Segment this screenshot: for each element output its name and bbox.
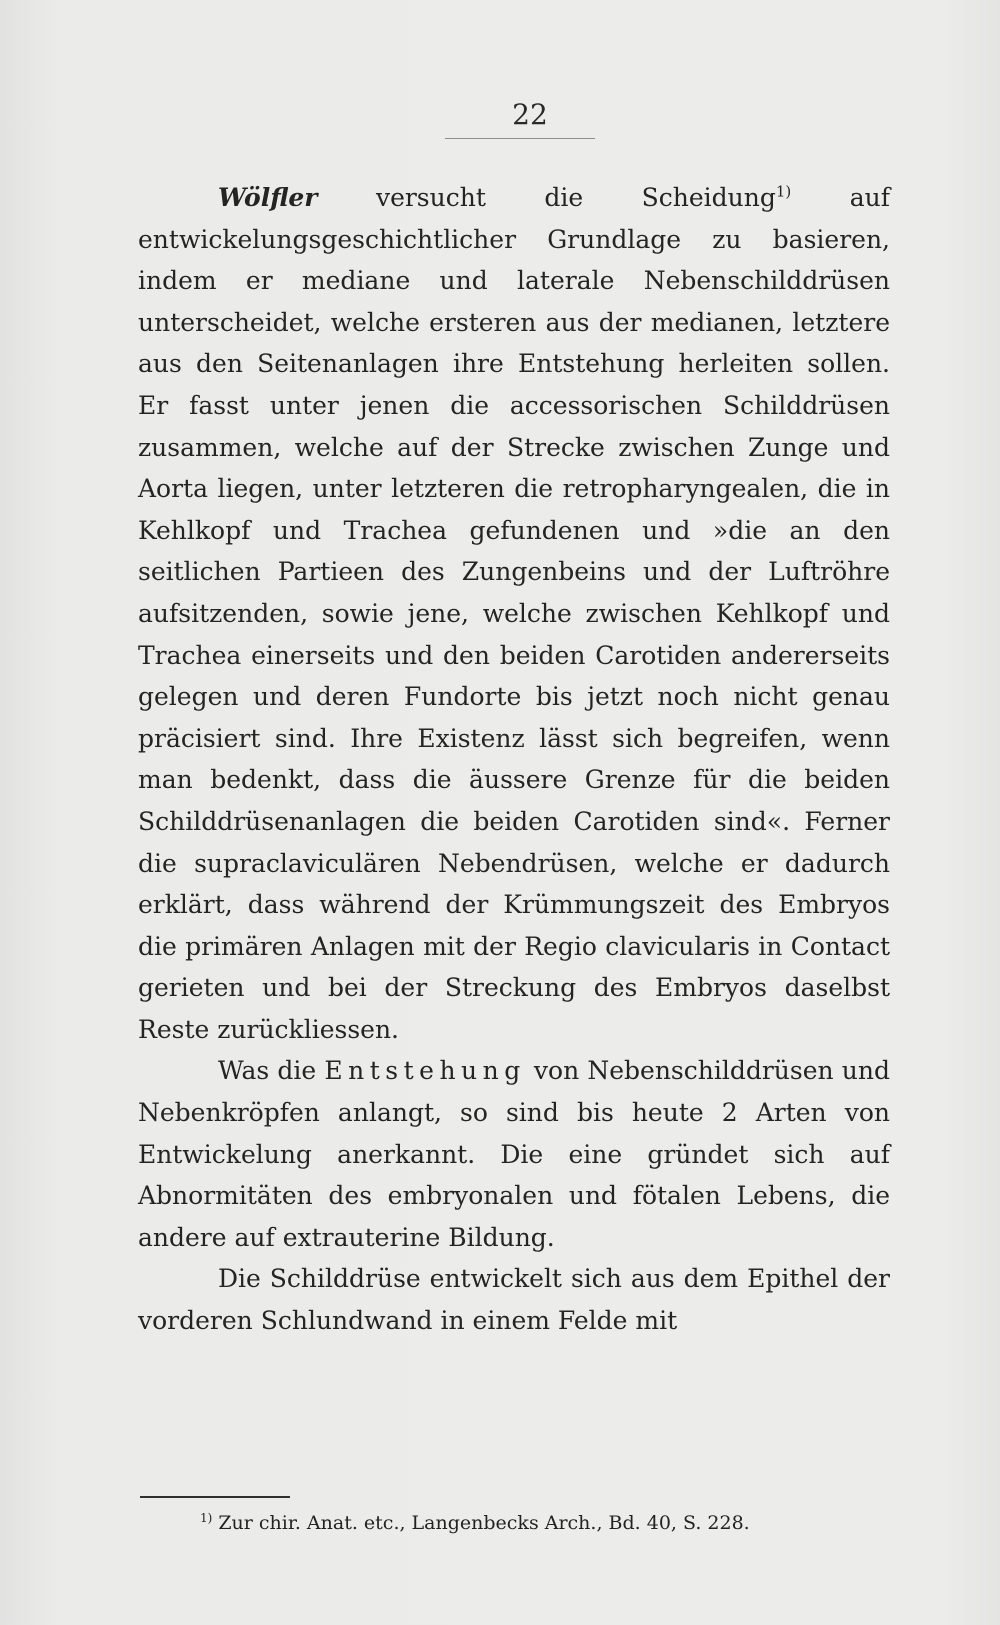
footnote-rule (140, 1496, 290, 1498)
paragraph-2-text-start: Was die (218, 1056, 325, 1086)
paragraph-2 (138, 1050, 890, 1258)
paragraph-1-text-end: auf entwickelungsgeschichtlicher Grundlage zu basieren, indem er mediane und laterale Nebenschilddrüsen unterscheidet, welche ersteren aus der medianen, letztere aus den Seitenanlagen ihre Entstehung herleiten sollen. Er fasst unter jenen die accessorischen Schilddrüsen zusammen, welche auf der Strecke zwischen Zunge und Aorta liegen, unter letzteren die retropharyngealen, die in Kehlkopf und Trachea gefundenen und »die an den seitlichen Partieen des Zungenbeins und der Luftröhre aufsitzenden, sowie jene, welche zwischen Kehlkopf und Trachea einerseits und den beiden Carotiden andererseits gelegen und deren Fundorte bis jetzt noch nicht genau präcisiert sind. Ihre Existenz lässt sich begreifen, wenn man bedenkt, dass die äussere Grenze für die beiden Schilddrüsenanlagen die beiden Carotiden sind«. Ferner die supraclaviculären Nebendrüsen, welche er dadurch erklärt, dass während der Krümmungszeit des Embryos die primären Anlagen mit der Regio clavicularis in Contact gerieten und bei der Streckung des Embryos daselbst Reste zurückliessen. (138, 183, 890, 1044)
paragraph-2-text-end: von Nebenschilddrüsen und Nebenkröpfen anlangt, so sind bis heute 2 Arten von Entwickelung anerkannt. Die eine gründet sich auf Abnormitäten des embryonalen und fötalen Lebens, die andere auf extrauterine Bildung. (138, 1056, 890, 1252)
spaced-emphasis-word: Entstehung (324, 1056, 526, 1086)
author-name: Wölfler (218, 183, 318, 212)
footnote-text: Zur chir. Anat. etc., Langenbecks Arch., Bd. 40, S. 228. (218, 1512, 750, 1534)
paragraph-3 (138, 1258, 890, 1341)
body-text (138, 177, 890, 1342)
paragraph-1 (138, 177, 890, 1050)
header-rule (445, 138, 595, 139)
page-number: 22 (512, 98, 548, 131)
footnote-mark: 1) (200, 1510, 213, 1525)
paragraph-3-text: Die Schilddrüse entwickelt sich aus dem Epithel der vorderen Schlundwand in einem Felde mit (138, 1264, 890, 1336)
footnote (200, 1508, 880, 1538)
footnote-reference: 1) (775, 182, 792, 201)
paragraph-1-text-start: versucht die Scheidung (317, 183, 776, 212)
